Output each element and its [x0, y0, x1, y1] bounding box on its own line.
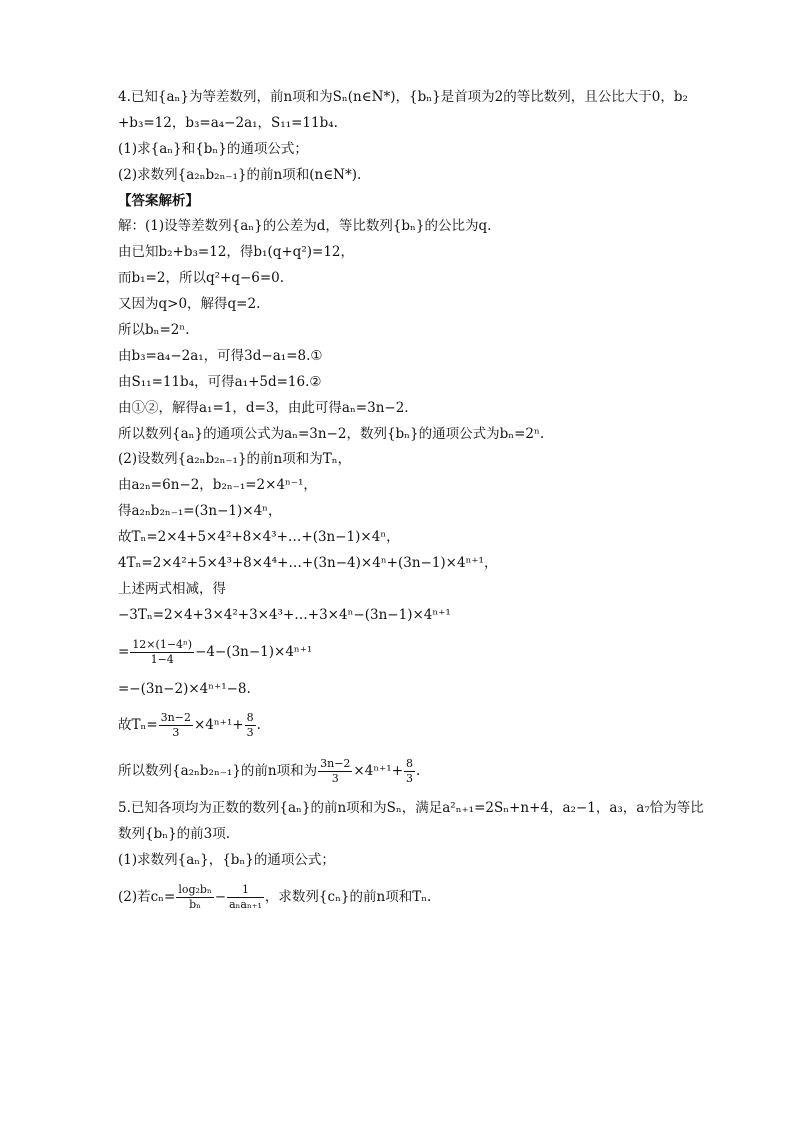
solution-line: 所以数列{aₙ}的通项公式为aₙ=3n−2，数列{bₙ}的通项公式为bₙ=2ⁿ.	[118, 425, 545, 442]
solution-line: =−(3n−2)×4ⁿ⁺¹−8.	[118, 680, 251, 697]
fraction-denominator: bₙ	[189, 897, 201, 911]
fraction-numerator: log₂bₙ	[178, 882, 212, 896]
solution-line: 又因为q>0，解得q=2.	[118, 296, 261, 313]
expr-suffix: −4−(3n−1)×4ⁿ⁺¹	[195, 643, 313, 660]
expr-prefix: (2)若cₙ=	[118, 888, 176, 905]
expr-middle: ×4ⁿ⁺¹+	[353, 763, 404, 780]
solution-line: 由a₂ₙ=6n−2，b₂ₙ₋₁=2×4ⁿ⁻¹，	[118, 477, 317, 494]
expr-prefix: 所以数列{a₂ₙb₂ₙ₋₁}的前n项和为	[118, 763, 318, 780]
solution-line: 得a₂ₙb₂ₙ₋₁=(3n−1)×4ⁿ，	[118, 503, 282, 520]
solution-line: 由S₁₁=11b₄，可得a₁+5d=16.②	[118, 373, 322, 390]
fraction	[318, 757, 352, 786]
fraction	[245, 711, 256, 740]
problem5-statement-line1: 5.已知各项均为正数的数列{aₙ}的前n项和为Sₙ，满足a²ₙ₊₁=2Sₙ+n+4，a₂−1，a₃，a₇恰为等比	[118, 800, 704, 817]
solution-line: 所以bₙ=2ⁿ.	[118, 322, 190, 339]
solution-line: 由b₃=a₄−2a₁，可得3d−a₁=8.①	[118, 347, 323, 364]
solution-line: 4Tₙ=2×4²+5×4³+8×4⁴+…+(3n−4)×4ⁿ+(3n−1)×4ⁿ⁺¹，	[118, 555, 498, 572]
fraction-numerator: 3n−2	[160, 711, 191, 725]
fraction-denominator: 1−4	[150, 652, 174, 666]
solution-line: (2)设数列{a₂ₙb₂ₙ₋₁}的前n项和为Tₙ，	[118, 451, 352, 468]
fraction-denominator: aₙaₙ₊₁	[229, 897, 262, 911]
expr-suffix: .	[416, 763, 421, 780]
fraction-denominator: 3	[406, 772, 414, 786]
document-content	[118, 88, 708, 919]
solution-fraction-line	[118, 757, 708, 786]
fraction-denominator: 3	[331, 772, 339, 786]
solution-line: 由已知b₂+b₃=12，得b₁(q+q²)=12，	[118, 244, 354, 261]
answer-heading: 【答案解析】	[118, 192, 199, 209]
problem5-question2	[118, 883, 708, 912]
problem4-question1: (1)求{aₙ}和{bₙ}的通项公式；	[118, 140, 308, 157]
fraction-numerator: 8	[406, 757, 414, 771]
fraction	[176, 883, 213, 912]
fraction-numerator: 3n−2	[320, 757, 351, 771]
fraction-numerator: 8	[246, 711, 254, 725]
problem4-question2: (2)求数列{a₂ₙb₂ₙ₋₁}的前n项和(n∈N*).	[118, 166, 362, 183]
expr-prefix: 故Tₙ=	[118, 717, 158, 734]
problem4-statement-line1: 4.已知{aₙ}为等差数列，前n项和为Sₙ(n∈N*)，{bₙ}是首项为2的等比数列，且公比大于0，b₂	[118, 89, 688, 105]
expr-middle: ×4ⁿ⁺¹+	[193, 717, 244, 734]
fraction	[159, 711, 193, 740]
expr-suffix: ，求数列{cₙ}的前n项和Tₙ.	[264, 888, 432, 905]
fraction-numerator: 1	[227, 883, 264, 898]
fraction-numerator: 12×(1−4ⁿ)	[132, 637, 193, 651]
fraction-denominator: 3	[172, 726, 180, 740]
fraction	[404, 757, 415, 786]
solution-line: 由①②，解得a₁=1，d=3，由此可得aₙ=3n−2.	[118, 399, 409, 416]
problem4-statement-line2: +b₃=12，b₃=a₄−2a₁，S₁₁=11b₄.	[118, 114, 338, 131]
solution-fraction-line	[118, 711, 708, 740]
solution-line: 而b₁=2，所以q²+q−6=0.	[118, 270, 285, 287]
fraction-denominator: 3	[246, 726, 254, 740]
problem5-statement-line2: 数列{bₙ}的前3项.	[118, 826, 231, 843]
expr-suffix: .	[256, 717, 261, 734]
solution-line: 上述两式相减，得	[118, 580, 226, 597]
problem5-question1: (1)求数列{aₙ}，{bₙ}的通项公式；	[118, 852, 335, 869]
solution-line: 解：(1)设等差数列{aₙ}的公差为d，等比数列{bₙ}的公比为q.	[118, 218, 492, 235]
solution-line: −3Tₙ=2×4+3×4²+3×4³+…+3×4ⁿ−(3n−1)×4ⁿ⁺¹	[118, 606, 451, 623]
fraction	[130, 638, 194, 667]
expr-prefix: =	[118, 643, 130, 660]
solution-fraction-line	[118, 638, 708, 667]
fraction	[227, 883, 264, 912]
expr-middle: −	[214, 888, 227, 905]
solution-line: 故Tₙ=2×4+5×4²+8×4³+…+(3n−1)×4ⁿ，	[118, 529, 400, 546]
